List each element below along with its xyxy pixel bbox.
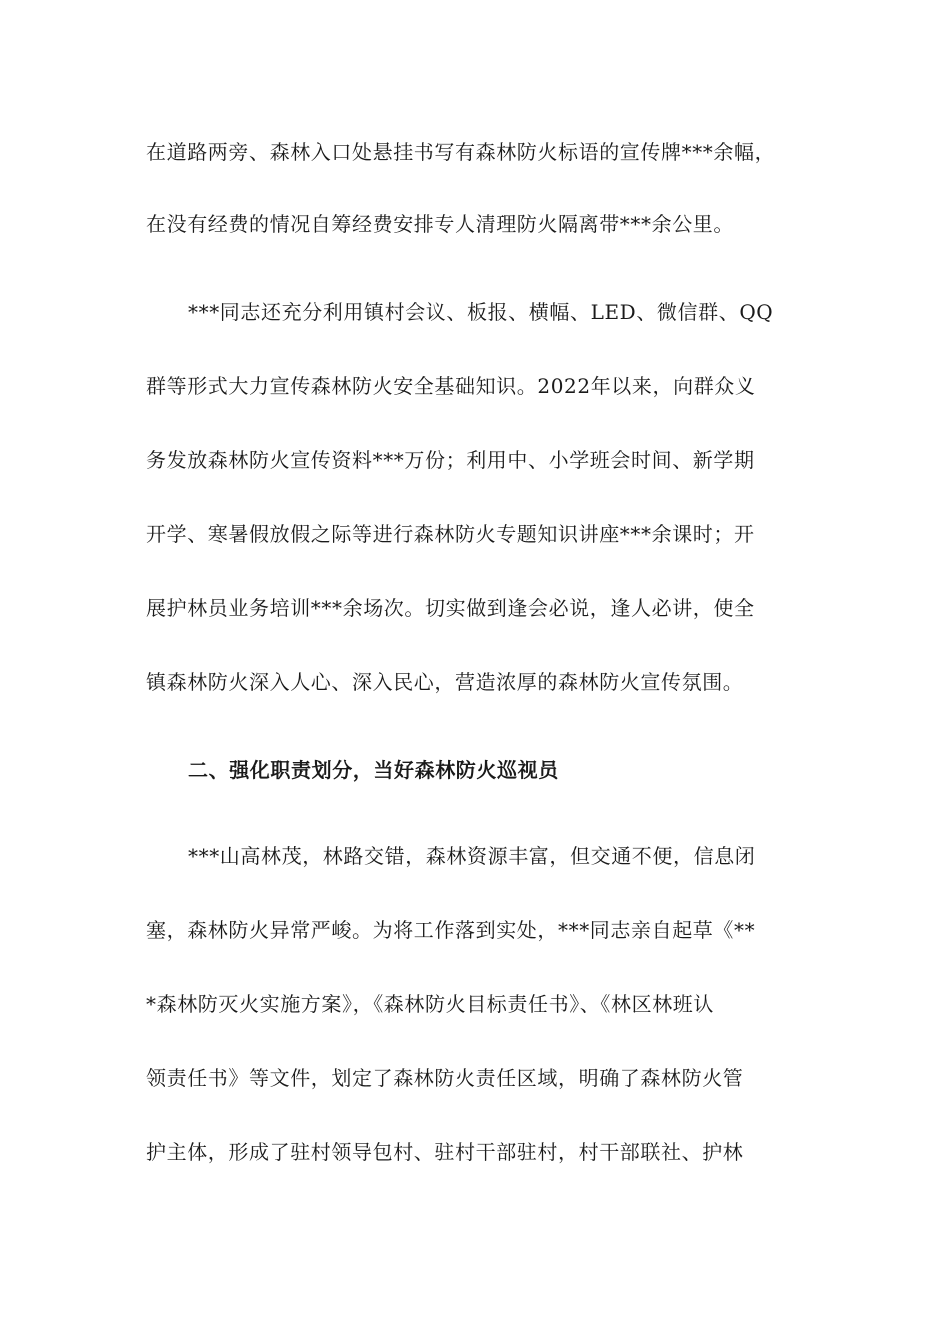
- paragraph-line: ***同志还充分利用镇村会议、板报、横幅、LED、微信群、QQ: [188, 300, 774, 324]
- paragraph-line: ***山高林茂，林路交错，森林资源丰富，但交通不便，信息闭: [188, 844, 756, 868]
- paragraph-line: 镇森林防火深入人心、深入民心，营造浓厚的森林防火宣传氛围。: [146, 670, 744, 694]
- paragraph-line: 在没有经费的情况自筹经费安排专人清理防火隔离带***余公里。: [146, 212, 734, 236]
- paragraph-line: 护主体，形成了驻村领导包村、驻村干部驻村，村干部联社、护林: [146, 1140, 744, 1164]
- section-heading: 二、强化职责划分，当好森林防火巡视员: [188, 758, 559, 782]
- paragraph-line: 务发放森林防火宣传资料***万份；利用中、小学班会时间、新学期: [146, 448, 755, 472]
- paragraph-line: 开学、寒暑假放假之际等进行森林防火专题知识讲座***余课时；开: [146, 522, 755, 546]
- paragraph-line: 在道路两旁、森林入口处悬挂书写有森林防火标语的宣传牌***余幅，: [146, 140, 776, 164]
- paragraph-line: 群等形式大力宣传森林防火安全基础知识。2022年以来，向群众义: [146, 374, 756, 398]
- paragraph-line: 展护林员业务培训***余场次。切实做到逢会必说，逢人必讲，使全: [146, 596, 755, 620]
- paragraph-line: *森林防灭火实施方案》，《森林防火目标责任书》、《林区林班认: [146, 992, 714, 1016]
- paragraph-line: 塞，森林防火异常严峻。为将工作落到实处，***同志亲自起草《**: [146, 918, 756, 942]
- paragraph-line: 领责任书》等文件，划定了森林防火责任区域，明确了森林防火管: [146, 1066, 744, 1090]
